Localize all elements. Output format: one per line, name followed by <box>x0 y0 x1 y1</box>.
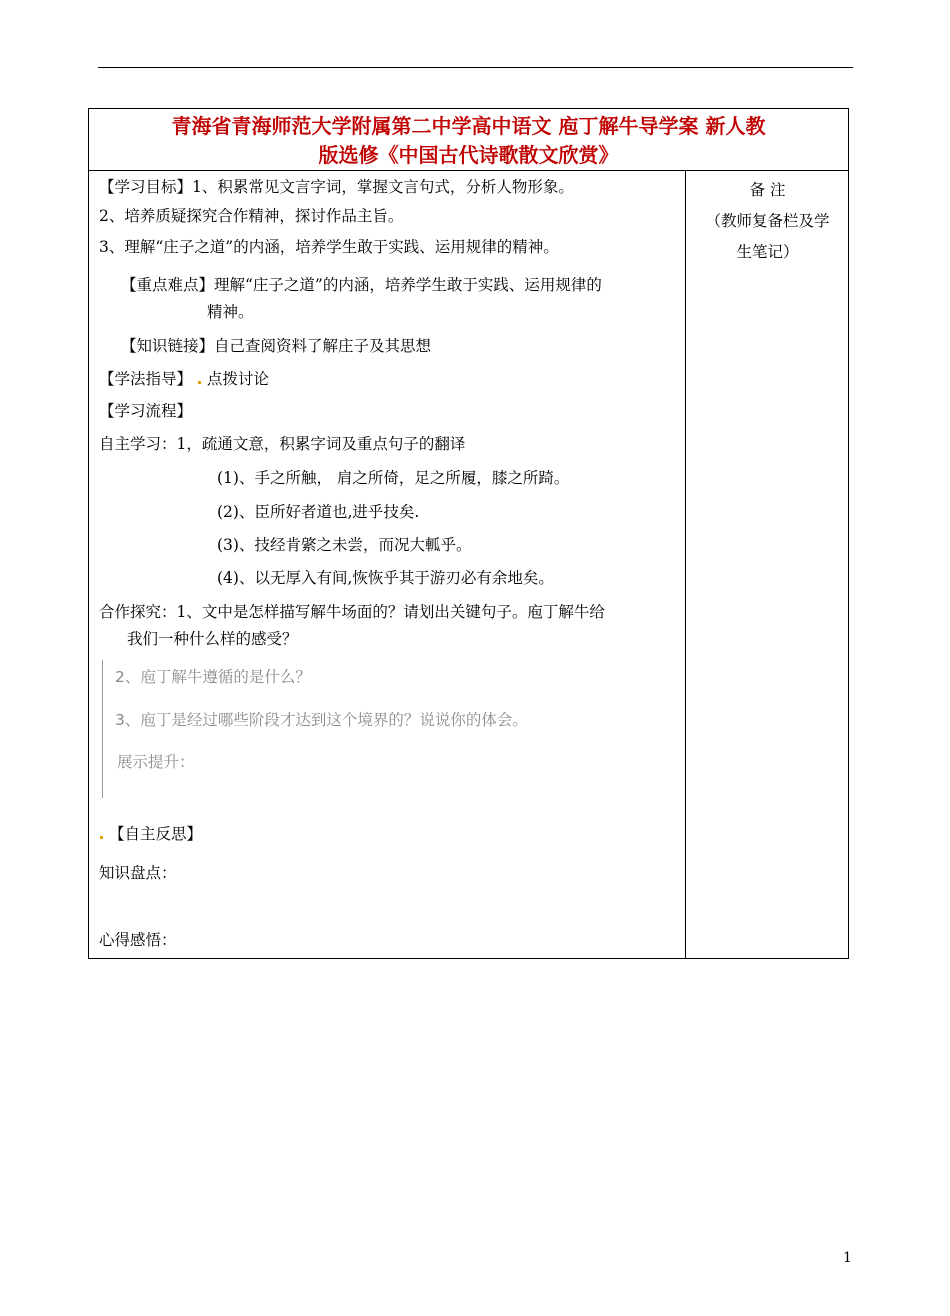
revision-mark-icon <box>198 381 201 384</box>
title-line-2: 版选修《中国古代诗歌散文欣赏》 <box>318 143 619 167</box>
lesson-plan-table <box>88 108 849 959</box>
header-rule <box>98 67 853 68</box>
notes-line-1: （教师复备栏及学 <box>705 212 830 230</box>
sentence-3: (3)、技经肯綮之未尝，而况大軱乎。 <box>217 536 472 554</box>
sentence-4: (4)、以无厚入有间,恢恢乎其于游刃必有余地矣。 <box>217 569 554 587</box>
method-guide <box>99 368 269 390</box>
method-label: 【学法指导】 <box>99 370 193 388</box>
cooperative-inquiry-line-1: 合作探究：1、文中是怎样描写解牛场面的？请划出关键句子。庖丁解牛给 <box>99 603 605 621</box>
self-study: 自主学习：1，疏通文意，积累字词及重点句子的翻译 <box>99 435 466 453</box>
insights: 心得感悟： <box>99 931 177 949</box>
revision-mark-icon <box>100 836 103 839</box>
sentence-2: (2)、臣所好者道也,进乎技矣. <box>217 503 420 521</box>
question-3: 3、庖丁是经过哪些阶段才达到这个境界的？说说你的体会。 <box>115 711 528 729</box>
faded-excerpt-bar <box>102 660 103 798</box>
column-divider <box>685 171 686 958</box>
show-and-improve: 展示提升： <box>117 753 195 771</box>
page-number: 1 <box>843 1250 852 1266</box>
method-value: 点拨讨论 <box>206 370 269 388</box>
cooperative-inquiry-line-2: 我们一种什么样的感受？ <box>127 630 298 648</box>
document-title <box>89 109 848 171</box>
learning-goal-1: 【学习目标】1、积累常见文言字词，掌握文言句式，分析人物形象。 <box>99 178 574 196</box>
self-reflection <box>99 823 202 845</box>
sentence-1: (1)、手之所触， 肩之所倚，足之所履，膝之所踦。 <box>217 469 570 487</box>
key-difficulty-line-2: 精神。 <box>207 303 254 321</box>
learning-goal-2: 2、培养质疑探究合作精神，探讨作品主旨。 <box>99 207 404 225</box>
key-difficulty-line-1: 【重点难点】理解“庄子之道”的内涵，培养学生敢于实践、运用规律的 <box>121 276 602 294</box>
notes-label: 备 注 <box>749 181 786 199</box>
notes-column <box>687 171 848 268</box>
title-line-1: 青海省青海师范大学附属第二中学高中语文 庖丁解牛导学案 新人教 <box>171 114 766 138</box>
self-reflection-label: 【自主反思】 <box>108 825 202 843</box>
knowledge-summary: 知识盘点： <box>99 864 177 882</box>
knowledge-link: 【知识链接】自己查阅资料了解庄子及其思想 <box>121 337 432 355</box>
question-2: 2、庖丁解牛遵循的是什么？ <box>115 668 311 686</box>
learning-goal-3: 3、理解“庄子之道”的内涵，培养学生敢于实践、运用规律的精神。 <box>99 238 559 256</box>
learning-flow: 【学习流程】 <box>99 402 193 420</box>
notes-line-2: 生笔记） <box>736 243 799 261</box>
